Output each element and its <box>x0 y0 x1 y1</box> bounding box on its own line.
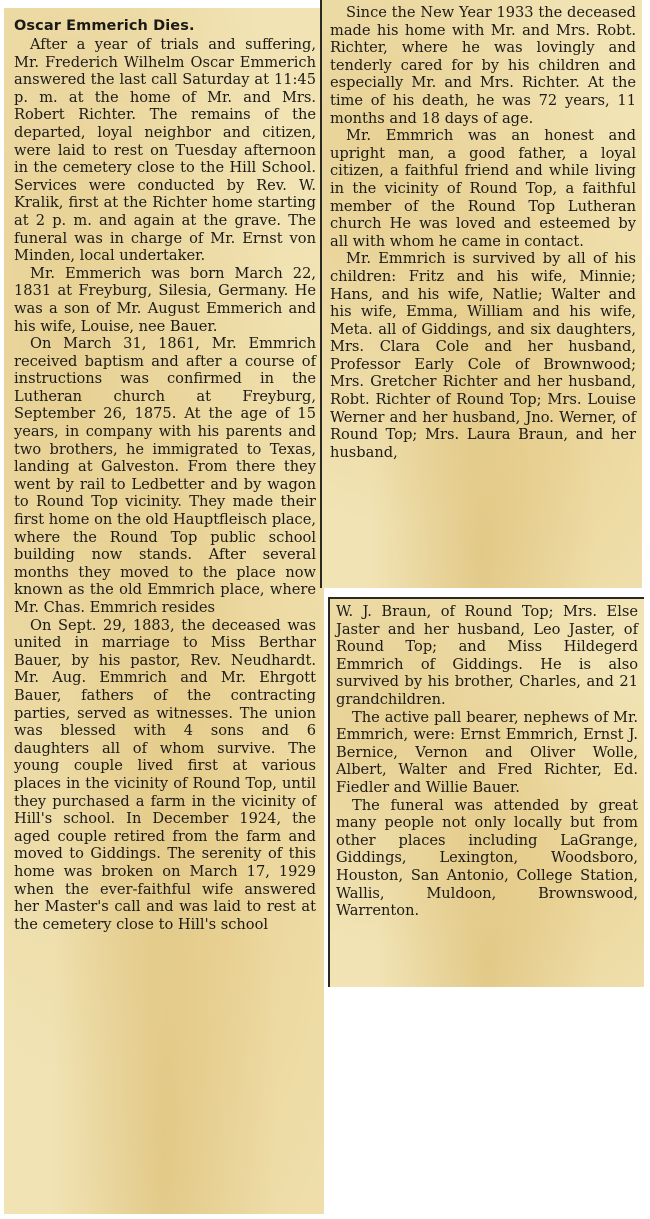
article-paragraph: On Sept. 29, 1883, the deceased was united in marriage to Miss Berthar Bauer, by his pastor, Rev. Neudhardt. Mr. Aug. Emmrich and Mr. Ehrgott Bauer, fathers of the contracting parties, served as witnesses. The union was blessed with 4 sons and 6 daughters all of whom survive. The young couple lived first at various places in the vicinity of Round Top, until they purchased a farm in the vicinity of Hill's school. In December 1924, the aged couple retired from the farm and moved to Giddings. The serenity of this home was broken on March 17, 1929 when the ever-faithful wife answered her Master's call and was laid to rest at the cemetery close to Hill's school <box>14 616 316 933</box>
article-paragraph: The funeral was attended by great many people not only locally but from other places including LaGrange, Giddings, Lexington, Woodsboro, Houston, San Antonio, College Station, Wallis, Muldoon, Brownswood, Warrenton. <box>336 796 638 920</box>
article-paragraph: W. J. Braun, of Round Top; Mrs. Else Jaster and her husband, Leo Jaster, of Round Top; and Miss Hildegerd Emmrich of Giddings. He is also survived by his brother, Charles, and 21 grandchildren. <box>336 603 638 708</box>
article-paragraph: After a year of trials and suffering, Mr. Frederich Wilhelm Oscar Emmerich answered the last call Saturday at 11:45 p. m. at the home of Mr. and Mrs. Robert Richter. The remains of the departed, loyal neighbor and citizen, were laid to rest on Tuesday afternoon in the cemetery close to the Hill School. Services were conducted by Rev. W. Kralik, first at the Richter home starting at 2 p. m. and again at the grave. The funeral was in charge of Mr. Ernst von Minden, local undertaker. <box>14 36 316 265</box>
article-paragraph: Since the New Year 1933 the deceased made his home with Mr. and Mrs. Robt. Richter, where he was lovingly and tenderly cared for by his children and especially Mr. and Mrs. Richter. At the time of his death, he was 72 years, 11 months and 18 days of age. <box>330 4 636 127</box>
article-paragraph: On March 31, 1861, Mr. Emmrich received baptism and after a course of instructions was confirmed in the Lutheran church at Freyburg, September 26, 1875. At the age of 15 years, in company with his parents and two brothers, he immigrated to Texas, landing at Galveston. From there they went by rail to Ledbetter and by wagon to Round Top vicinity. They made their first home on the old Hauptfleisch place, where the Round Top public school building now stands. After several months they moved to the place now known as the old Emmrich place, where Mr. Chas. Emmrich resides <box>14 335 316 616</box>
clipping-left-column <box>4 8 324 1214</box>
article-paragraph: The active pall bearer, nephews of Mr. Emmrich, were: Ernst Emmrich, Ernst J. Bernice, Vernon and Oliver Wolle, Albert, Walter and Fred Richter, Ed. Fiedler and Willie Bauer. <box>336 708 638 796</box>
clipping-right-bottom-column <box>328 597 644 987</box>
article-paragraph: Mr. Emmrich is survived by all of his children: Fritz and his wife, Minnie; Hans, and his wife, Natlie; Walter and his wife, Emma, William and his wife, Meta. all of Giddings, and six daughters, Mrs. Clara Cole and her husband, Professor Early Cole of Brownwood; Mrs. Gretcher Richter and her husband, Robt. Richter of Round Top; Mrs. Louise Werner and her husband, Jno. Werner, of Round Top; Mrs. Laura Braun, and her husband, <box>330 250 636 461</box>
article-headline: Oscar Emmerich Dies. <box>14 18 195 34</box>
article-paragraph: Mr. Emmrich was an honest and upright man, a good father, a loyal citizen, a faithful friend and while living in the vicinity of Round Top, a faithful member of the Round Top Lutheran church He was loved and esteemed by all with whom he came in contact. <box>330 127 636 250</box>
article-paragraph: Mr. Emmerich was born March 22, 1831 at Freyburg, Silesia, Germany. He was a son of Mr. August Emmerich and his wife, Louise, nee Bauer. <box>14 264 316 335</box>
clipping-right-top-column <box>320 0 642 588</box>
